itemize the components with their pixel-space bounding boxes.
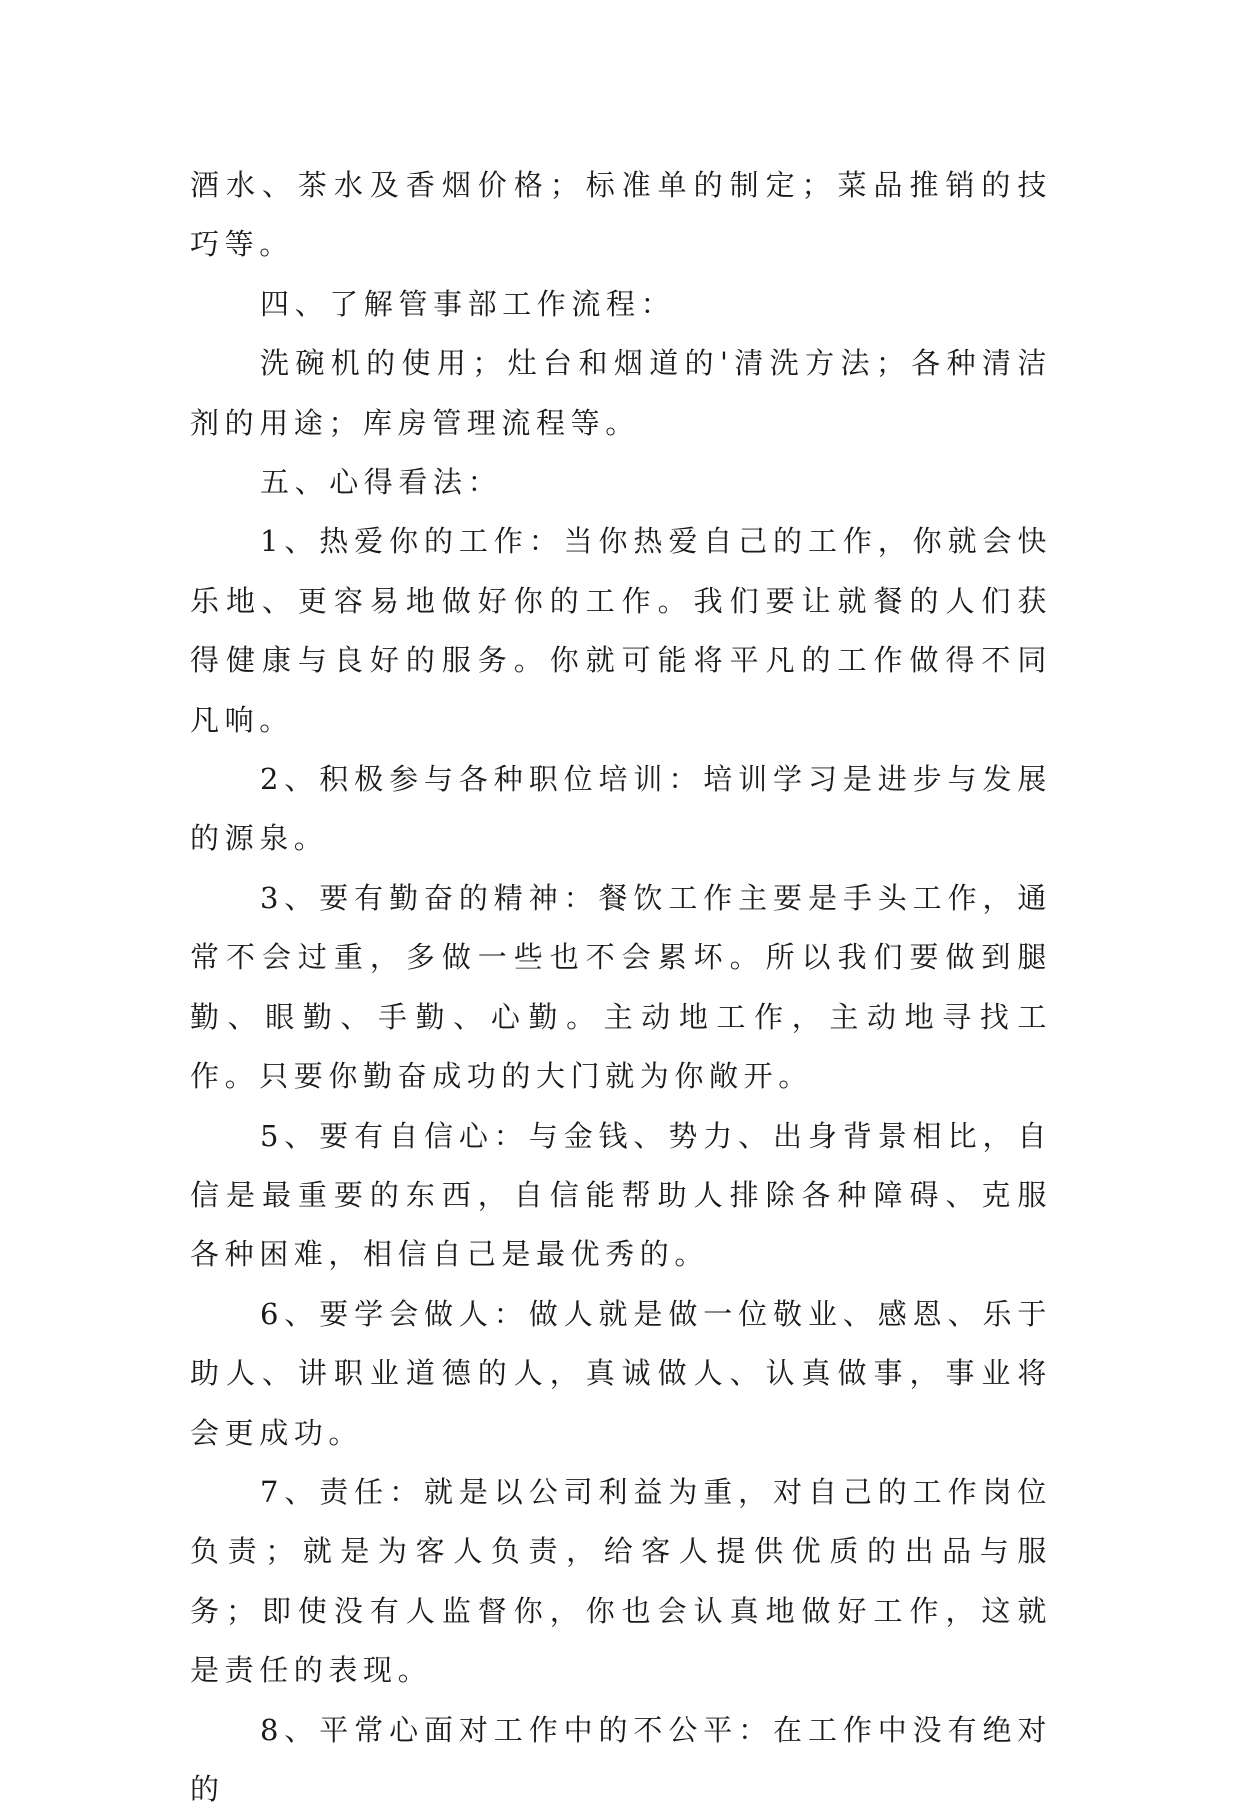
paragraph-love-your-work: 1、热爱你的工作：当你热爱自己的工作，你就会快乐地、更容易地做好你的工作。我们要让就餐的人们获得健康与良好的服务。你就可能将平凡的工作做得不同凡响。 (190, 524, 1052, 737)
paragraph-confidence: 5、要有自信心：与金钱、势力、出身背景相比，自信是最重要的东西，自信能帮助人排除各种障碍、克服各种困难，相信自己是最优秀的。 (190, 1118, 1052, 1272)
document-body (190, 156, 1052, 1819)
paragraph-fairness: 8、平常心面对工作中的不公平：在工作中没有绝对的 (190, 1712, 1052, 1806)
paragraph-diligence: 3、要有勤奋的精神：餐饮工作主要是手头工作，通常不会过重，多做一些也不会累坏。所以我们要做到腿勤、眼勤、手勤、心勤。主动地工作，主动地寻找工作。只要你勤奋成功的大门就为你敞开。 (190, 880, 1052, 1094)
heading-stewarding-workflow: 四、了解管事部工作流程： (260, 286, 676, 321)
paragraph-stewarding-details: 洗碗机的使用；灶台和烟道的'清洗方法；各种清洁剂的用途；库房管理流程等。 (190, 346, 1052, 440)
paragraph-conduct: 6、要学会做人：做人就是做一位敬业、感恩、乐于助人、讲职业道德的人，真诚做人、认真做事，事业将会更成功。 (190, 1296, 1052, 1450)
heading-reflections: 五、心得看法： (260, 465, 503, 500)
paragraph-price-list: 酒水、茶水及香烟价格；标准单的制定；菜品推销的技巧等。 (190, 168, 1052, 262)
paragraph-training: 2、积极参与各种职位培训：培训学习是进步与发展的源泉。 (190, 762, 1052, 856)
paragraph-responsibility: 7、责任：就是以公司利益为重，对自己的工作岗位负责；就是为客人负责，给客人提供优质的出品与服务；即使没有人监督你，你也会认真地做好工作，这就是责任的表现。 (190, 1474, 1052, 1688)
